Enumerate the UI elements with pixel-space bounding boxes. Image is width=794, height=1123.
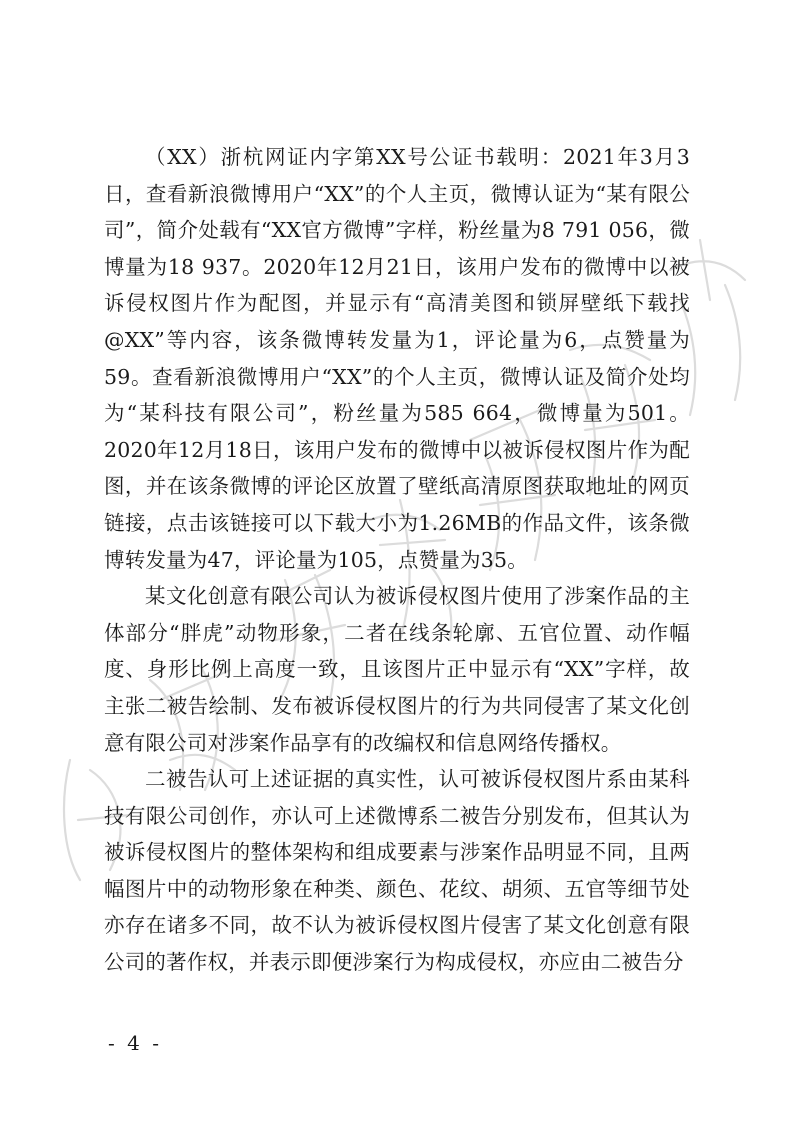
body-text: [104, 139, 690, 981]
paragraph-defendant-response: 二被告认可上述证据的真实性，认可被诉侵权图片系由某科技有限公司创作，亦认可上述微博系二被告分别发布，但其认为被诉侵权图片的整体架构和组成要素与涉案作品明显不同，且两幅图片中的动物形象在种类、颜色、花纹、胡须、五官等细节处亦存在诸多不同，故不认为被诉侵权图片侵害了某文化创意有限公司的著作权，并表示即便涉案行为构成侵权，亦应由二被告分: [104, 767, 690, 975]
page-number: - 4 -: [108, 1031, 162, 1055]
paragraph-notarization: （XX）浙杭网证内字第XX号公证书载明：2021年3月3日，查看新浪微博用户“XX”的个人主页，微博认证为“某有限公司”，简介处载有“XX官方微博”字样，粉丝量为8 791 056，微博量为18 937。2020年12月21日，该用户发布的微博中以被诉侵权图片作为配图，并显示有“高清美图和锁屏壁纸下载找@XX”等内容，该条微博转发量为1，评论量为6，点赞量为59。查看新浪微博用户“XX”的个人主页，微博认证及简介处均为“某科技有限公司”，粉丝量为585 664，微博量为501。2020年12月18日，该用户发布的微博中以被诉侵权图片作为配图，并在该条微博的评论区放置了壁纸高清原图获取地址的网页链接，点击该链接可以下载大小为1.26MB的作品文件，该条微博转发量为47，评论量为105，点赞量为35。: [104, 145, 690, 572]
paragraph-plaintiff-claim: 某文化创意有限公司认为被诉侵权图片使用了涉案作品的主体部分“胖虎”动物形象，二者在线条轮廓、五官位置、动作幅度、身形比例上高度一致，且该图片正中显示有“XX”字样，故主张二被告绘制、发布被诉侵权图片的行为共同侵害了某文化创意有限公司对涉案作品享有的改编权和信息网络传播权。: [104, 584, 690, 755]
